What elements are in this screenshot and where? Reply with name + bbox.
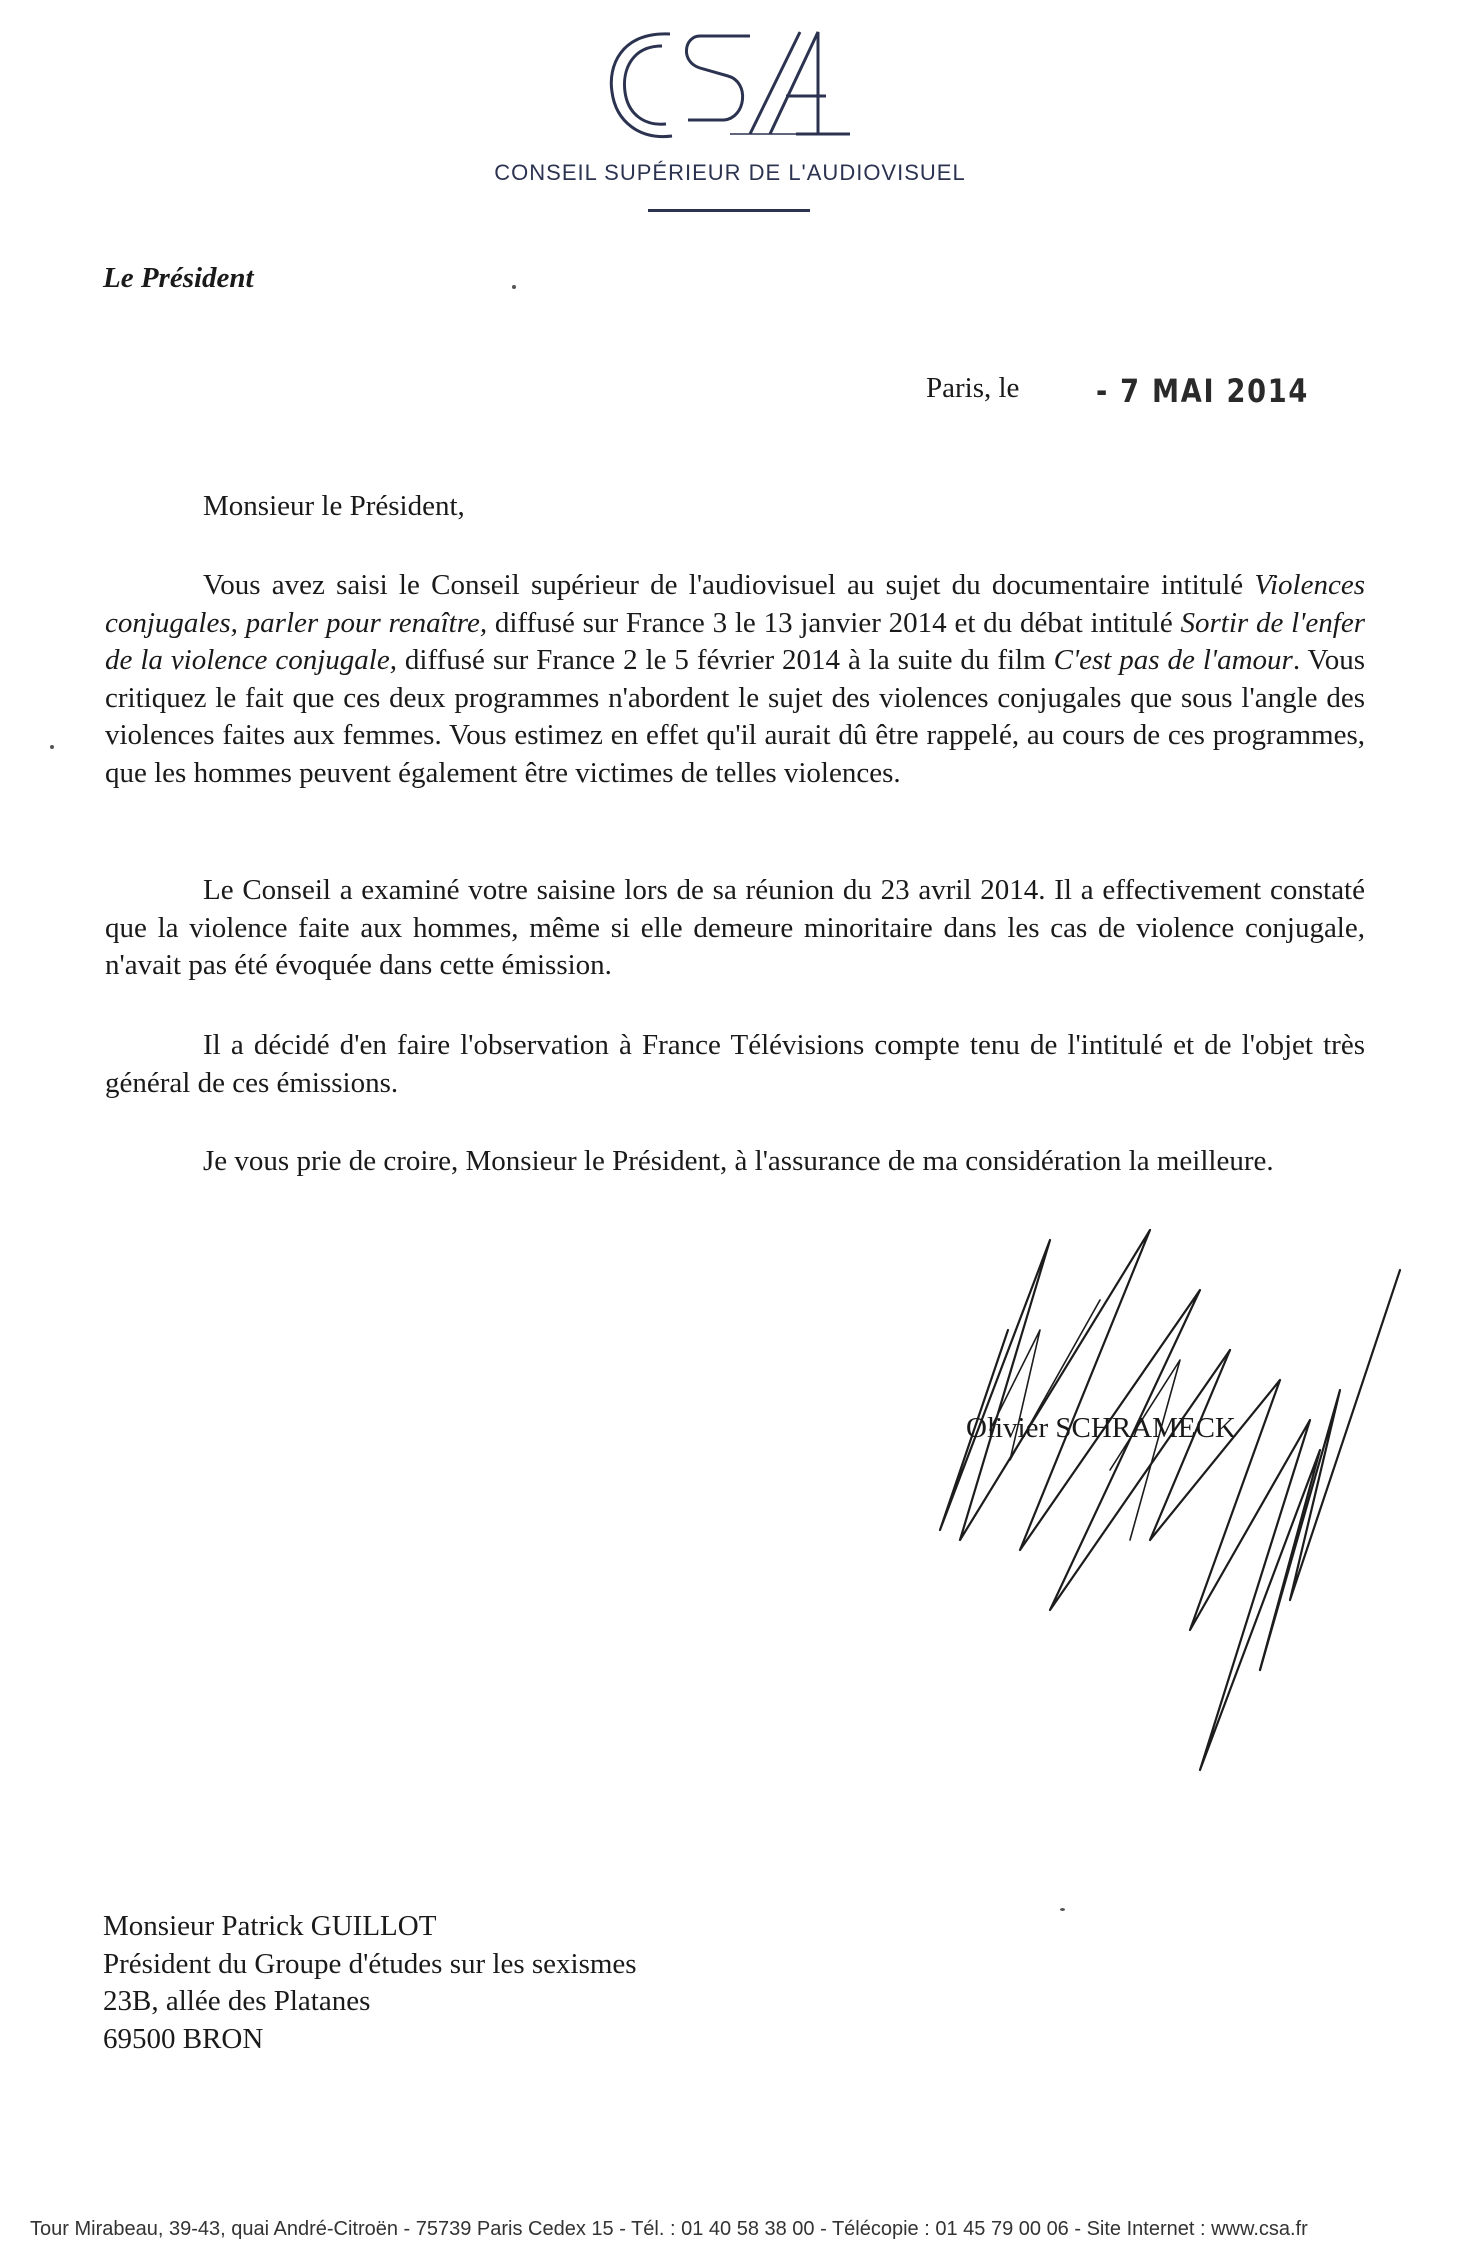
- csa-logo: [600, 22, 860, 152]
- recipient-name: Monsieur Patrick GUILLOT: [103, 1910, 437, 1942]
- p1-title-film: C'est pas de l'amour: [1053, 644, 1293, 676]
- body-paragraph-2: Le Conseil a examiné votre saisine lors de sa réunion du 23 avril 2014. Il a effectivement constaté que la violence faite aux hommes, même si elle demeure minoritaire dans les cas de violence conjugale, n'avait pas été évoquée dans cette émission.: [105, 874, 1365, 981]
- date-stamp: - 7 MAI 2014: [1096, 372, 1309, 410]
- date-place: Paris, le: [926, 372, 1020, 404]
- scan-speck: [1060, 1908, 1065, 1911]
- footer-contact: Tour Mirabeau, 39-43, quai André-Citroën - 75739 Paris Cedex 15 - Tél. : 01 40 58 38 00 - Télécopie : 01 45 79 00 06 - Site Internet : www.csa.fr: [30, 2218, 1308, 2240]
- scan-speck: [50, 745, 54, 749]
- org-name: CONSEIL SUPÉRIEUR DE L'AUDIOVISUEL: [494, 160, 966, 185]
- recipient-address: [103, 1908, 637, 2058]
- scan-speck: [512, 285, 516, 289]
- p1-title-documentary: Violences conjugales, parler pour renaître,: [105, 569, 1365, 639]
- body-paragraph-4: Je vous prie de croire, Monsieur le Président, à l'assurance de ma considération la meilleure.: [203, 1145, 1274, 1177]
- p1-text-1: Vous avez saisi le Conseil supérieur de l'audiovisuel au sujet du documentaire intitulé: [203, 569, 1255, 601]
- handwritten-signature: [900, 1210, 1420, 1790]
- sender-title: Le Président: [103, 262, 254, 294]
- salutation: Monsieur le Président,: [203, 490, 465, 522]
- p1-text-4: . Vous critiquez le fait que ces deux programmes n'abordent le sujet des violences conjugales que sous l'angle des violences faites aux femmes. Vous estimez en effet qu'il aurait dû être rappelé, au cours de ces programmes, que les hommes peuvent également être victimes de telles violences.: [105, 644, 1366, 789]
- recipient-street: 23B, allée des Platanes: [103, 1985, 371, 2017]
- p1-title-debate: Sortir de l'enfer de la violence conjugale,: [105, 606, 1365, 676]
- recipient-city: 69500 BRON: [103, 2022, 264, 2055]
- body-paragraph-1: [105, 567, 1365, 792]
- p1-text-2: diffusé sur France 3 le 13 janvier 2014 et du débat intitulé: [487, 606, 1181, 639]
- recipient-title: Président du Groupe d'études sur les sexismes: [103, 1947, 637, 1980]
- org-divider: [648, 209, 810, 212]
- body-paragraph-3: Il a décidé d'en faire l'observation à France Télévisions compte tenu de l'intitulé et de l'objet très général de ces émissions.: [105, 1029, 1365, 1099]
- p1-text-3: diffusé sur France 2 le 5 février 2014 à la suite du film: [396, 644, 1054, 676]
- signer-name: Olivier SCHRAMECK: [966, 1412, 1236, 1444]
